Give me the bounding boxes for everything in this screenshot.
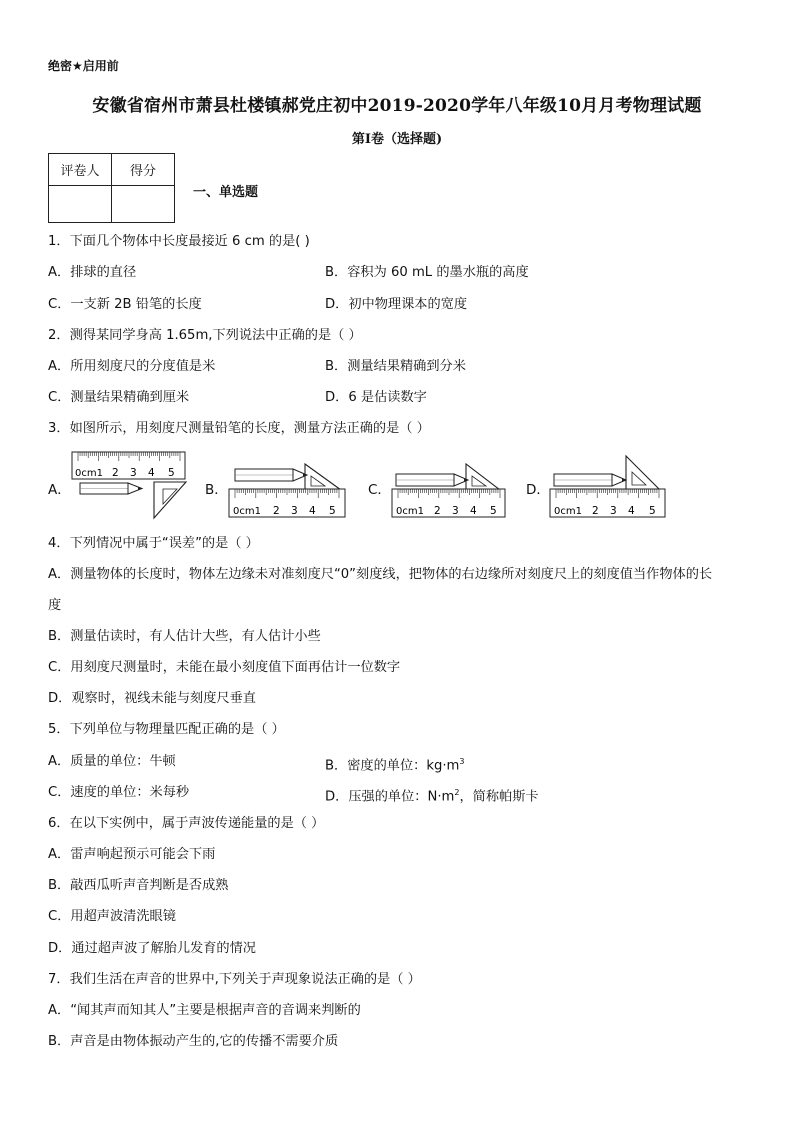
ruler	[392, 489, 505, 517]
score-table	[48, 153, 175, 223]
grader-header: 评卷人	[49, 154, 112, 186]
ruler-label-5: 5	[329, 505, 336, 517]
ruler-label-0: 0cm1	[396, 506, 424, 517]
q2-stem: 2．测得某同学身高 1.65m,下列说法中正确的是（ ）	[48, 328, 362, 343]
ruler-label-4: 4	[628, 505, 635, 517]
q3-figure-b	[225, 460, 350, 522]
ruler-label-3: 3	[291, 505, 298, 517]
q3-figure-d	[546, 452, 671, 522]
q5-option-a: A．质量的单位：牛顿	[48, 754, 176, 769]
q5-stem: 5．下列单位与物理量匹配正确的是（ ）	[48, 722, 285, 737]
ruler-label-3: 3	[452, 505, 459, 517]
ruler-label-5: 5	[490, 505, 497, 517]
q1-option-d: D．初中物理课本的宽度	[325, 297, 468, 312]
q5-option-d-suffix: ，简称帕斯卡	[459, 789, 539, 805]
ruler	[72, 452, 185, 479]
q3-label-a: A．	[48, 482, 71, 498]
ruler-label-0: 0cm1	[233, 506, 261, 517]
q2-option-b: B．测量结果精确到分米	[325, 359, 466, 374]
q3-label-b: B．	[205, 482, 228, 498]
ruler-label-0: 0cm1	[554, 506, 582, 517]
q5-option-b	[325, 753, 465, 775]
q2-option-d: D．6 是估读数字	[325, 390, 427, 405]
q3-stem: 3．如图所示，用刻度尺测量铅笔的长度，测量方法正确的是（ ）	[48, 421, 430, 436]
ruler-label-2: 2	[273, 505, 280, 517]
q4-option-c: C．用刻度尺测量时，未能在最小刻度值下面再估计一位数字	[48, 660, 401, 675]
section-title: 一、单选题	[193, 185, 259, 200]
ruler-label-2: 2	[592, 505, 599, 517]
ruler-label-0: 0cm1	[75, 468, 103, 479]
q4-option-b: B．测量估读时，有人估计大些，有人估计小些	[48, 629, 321, 644]
q6-stem: 6．在以下实例中，属于声波传递能量的是（ ）	[48, 816, 325, 831]
ruler-label-5: 5	[168, 467, 175, 479]
q5-option-d-text: D．压强的单位：N·m	[325, 789, 455, 805]
q3-label-c: C．	[368, 482, 391, 498]
pencil	[80, 483, 142, 494]
ruler-label-2: 2	[112, 467, 119, 479]
q3-figure-c	[388, 460, 513, 522]
q4-option-a-cont: 度	[48, 598, 62, 613]
volume-title: 第I卷（选择题)	[351, 132, 443, 147]
q5-option-d	[325, 784, 539, 806]
q1-option-b: B．容积为 60 mL 的墨水瓶的高度	[325, 265, 529, 280]
grader-cell	[49, 186, 112, 223]
q2-option-a: A．所用刻度尺的分度值是米	[48, 359, 216, 374]
ruler-label-5: 5	[649, 505, 656, 517]
q7-option-a: A．“闻其声而知其人”主要是根据声音的音调来判断的	[48, 1003, 361, 1018]
pencil	[396, 474, 468, 486]
q6-option-d: D．通过超声波了解胎儿发育的情况	[48, 941, 256, 956]
score-header: 得分	[112, 154, 175, 186]
q7-stem: 7．我们生活在声音的世界中,下列关于声现象说法正确的是（ ）	[48, 972, 421, 987]
superscript: 3	[459, 757, 465, 766]
q6-option-c: C．用超声波清洗眼镜	[48, 909, 176, 924]
q4-option-a: A．测量物体的长度时，物体左边缘未对准刻度尺“0”刻度线，把物体的右边缘所对刻度尺上的刻度值当作物体的长	[48, 567, 713, 582]
score-cell	[112, 186, 175, 223]
ruler	[550, 489, 665, 517]
q4-stem: 4．下列情况中属于“误差”的是（ ）	[48, 536, 259, 551]
ruler-label-4: 4	[148, 467, 155, 479]
ruler-label-3: 3	[610, 505, 617, 517]
q5-option-b-text: B．密度的单位：kg·m	[325, 758, 460, 774]
q3-label-d: D．	[526, 482, 550, 498]
superscript: 2	[454, 788, 460, 797]
ruler	[229, 489, 345, 517]
q3-figure-a	[68, 448, 193, 523]
ruler-label-4: 4	[470, 505, 477, 517]
q1-option-c: C．一支新 2B 铅笔的长度	[48, 297, 202, 312]
q7-option-b: B．声音是由物体振动产生的,它的传播不需要介质	[48, 1034, 339, 1049]
q6-option-a: A．雷声响起预示可能会下雨	[48, 847, 216, 862]
ruler-label-2: 2	[434, 505, 441, 517]
q6-option-b: B．敲西瓜听声音判断是否成熟	[48, 878, 229, 893]
ruler-label-4: 4	[309, 505, 316, 517]
q1-option-a: A．排球的直径	[48, 265, 137, 280]
pencil	[554, 474, 626, 486]
q2-option-c: C．测量结果精确到厘米	[48, 390, 190, 405]
ruler-label-3: 3	[130, 467, 137, 479]
q4-option-d: D．观察时，视线未能与刻度尺垂直	[48, 691, 256, 706]
set-square	[154, 482, 186, 518]
q5-option-c: C．速度的单位：米每秒	[48, 785, 190, 800]
exam-title: 安徽省宿州市萧县杜楼镇郝党庄初中2019-2020学年八年级10月月考物理试题	[92, 96, 702, 116]
q1-stem: 1．下面几个物体中长度最接近 6 cm 的是( )	[48, 234, 310, 249]
confidential-mark: 绝密★启用前	[48, 59, 119, 73]
pencil	[235, 469, 307, 481]
